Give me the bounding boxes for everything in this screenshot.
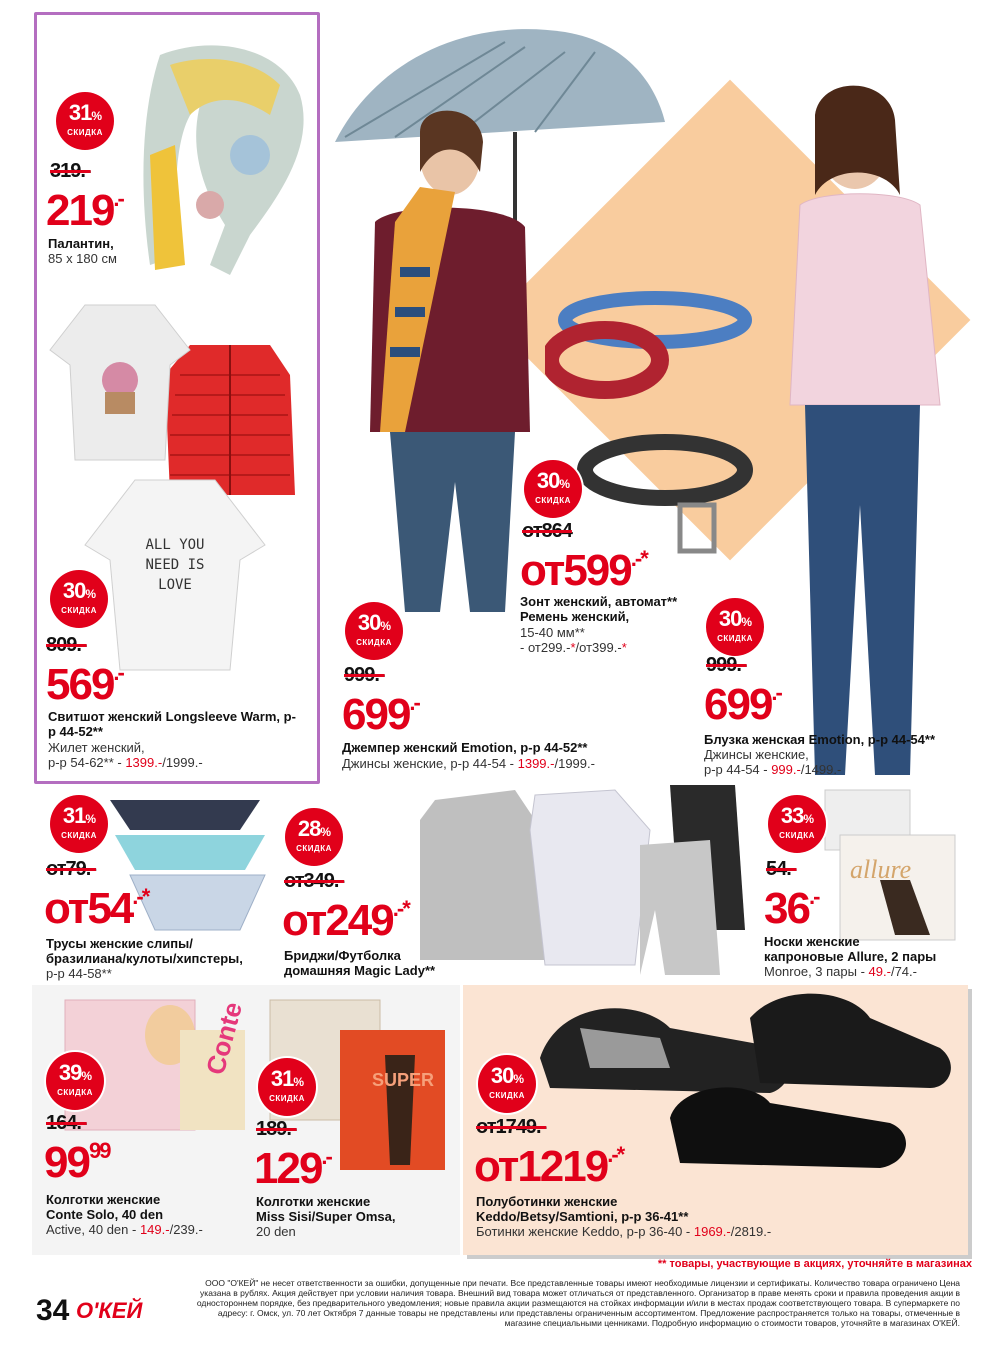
discount-badge: 31% СКИДКА	[258, 1058, 316, 1116]
old-price: 999.-	[344, 664, 385, 686]
legal-text: ООО "О'КЕЙ" не несет ответственности за ошибки, допущенные при печати. Все представленные товары имеют необходимые лицензии и сертификаты. Количество товара ограничено Цена указана в рублях. Акция действует при условии наличия товара. Внешний вид товара может отличаться от представленного. Организатор в праве менять сроки и правила проведения акции в одностороннем порядке, без предварительного уведомления; новые правила акции размещаются на стойках информации и/или в местах продаж соответствующего товара. В супермаркете по адресу: г. Омск, ул. 70 лет Октября 7 данные товары не представлены или представлены ограниченным ассортиментом. Предложение распространяется только на товары, отмеченные в магазине специальными ценниками. Подробную информацию о стоимости товаров, уточняйте в магазинах О'КЕЙ.	[196, 1278, 960, 1328]
new-price: 569.-	[46, 660, 123, 709]
product-desc: 20 den	[256, 1224, 296, 1239]
product-title: Полуботинки женские Keddo/Betsy/Samtioni, р-р 36-41**	[476, 1194, 689, 1224]
new-price: от599.-*	[520, 546, 647, 595]
product-title: Носки женские капроновые Allure, 2 пары	[764, 934, 937, 964]
old-price: от864	[522, 520, 572, 542]
old-price: от349.-	[284, 870, 345, 892]
product-desc: Ботинки женские Keddo, р-р 36-40 - 1969.-/2819.-	[476, 1224, 772, 1239]
product-title: Колготки женские Conte Solo, 40 den	[46, 1192, 164, 1222]
old-price: 164.-	[46, 1112, 87, 1134]
new-price: 219.-	[46, 186, 123, 235]
discount-badge: 30% СКИДКА	[345, 602, 403, 660]
old-price: 189.-	[256, 1118, 297, 1140]
new-price: 699.-	[704, 680, 781, 729]
product-desc: Джинсы женские, р-р 44-54 - 1399.-/1999.-	[342, 756, 595, 771]
product-desc: 15-40 мм** - от299.-*/от399.-*	[520, 625, 627, 655]
product-desc: 85 х 180 см	[48, 251, 117, 266]
discount-badge: 30% СКИДКА	[478, 1055, 536, 1113]
promo-note: ** товары, участвующие в акциях, уточняйте в магазинах	[657, 1258, 972, 1270]
discount-badge: 39% СКИДКА	[46, 1052, 104, 1110]
new-price: от54.-*	[44, 884, 149, 933]
old-price: 54.-	[766, 858, 797, 880]
product-desc: Monroe, 3 пары - 49.-/74.-	[764, 964, 917, 979]
product-title: Джемпер женский Emotion, р-р 44-52**	[342, 740, 588, 755]
product-desc: Джинсы женские, р-р 44-54 - 999.-/1499.-	[704, 747, 842, 777]
discount-badge: 30% СКИДКА	[524, 460, 582, 518]
product-desc: Active, 40 den - 149.-/239.-	[46, 1222, 203, 1237]
old-price: от79.-	[46, 858, 96, 880]
product-title: Палантин,	[48, 236, 114, 251]
belts-image	[545, 280, 755, 570]
old-price: 809.-	[46, 634, 87, 656]
product-title: Колготки женские Miss Sisi/Super Omsa,	[256, 1194, 396, 1224]
product-title: Трусы женские слипы/ бразилиана/кулоты/хипстеры,	[46, 936, 243, 966]
new-price: от249.-*	[282, 896, 409, 945]
product-desc: Жилет женский, р-р 54-62** - 1399.-/1999.-	[48, 740, 203, 770]
discount-badge: 33% СКИДКА	[768, 795, 826, 853]
scarf-image	[130, 35, 320, 285]
discount-badge: 28% СКИДКА	[285, 808, 343, 866]
page-number: 34	[36, 1294, 70, 1327]
discount-badge: 30% СКИДКА	[706, 598, 764, 656]
sweatshirt-print: ALL YOU NEED IS LOVE	[145, 537, 205, 593]
sweatshirt-cupcake-image	[45, 300, 195, 470]
socks-brand: allure	[850, 855, 912, 884]
product-title: Блузка женская Emotion, р-р 44-54**	[704, 732, 935, 747]
new-price: $99^{99}$	[44, 1138, 110, 1187]
new-price: 36.-	[764, 884, 819, 933]
home-clothes-image	[415, 780, 760, 980]
new-price: от1219.-*	[474, 1142, 624, 1191]
product-title: Свитшот женский Longsleeve Warm, р-р 44-52**	[48, 709, 296, 739]
product-desc: р-р 44-58**	[46, 966, 112, 981]
discount-badge: 30% СКИДКА	[50, 570, 108, 628]
tights-super-brand: SUPER	[372, 1070, 435, 1090]
old-price: 319.-	[50, 160, 91, 182]
new-price: 129.-	[254, 1144, 331, 1193]
old-price: от1749.-	[476, 1116, 547, 1138]
discount-badge: 31% СКИДКА	[56, 92, 114, 150]
tights-conte-brand: Conte	[200, 998, 249, 1078]
product-title: Бриджи/Футболка домашняя Magic Lady**	[284, 948, 436, 978]
woman-blouse-image	[760, 75, 960, 785]
brand-logo: О'КЕЙ	[76, 1298, 143, 1323]
new-price: 699.-	[342, 690, 419, 739]
product-title: Зонт женский, автомат** Ремень женский,	[520, 594, 678, 624]
discount-badge: 31% СКИДКА	[50, 795, 108, 853]
old-price: 999.-	[706, 654, 747, 676]
